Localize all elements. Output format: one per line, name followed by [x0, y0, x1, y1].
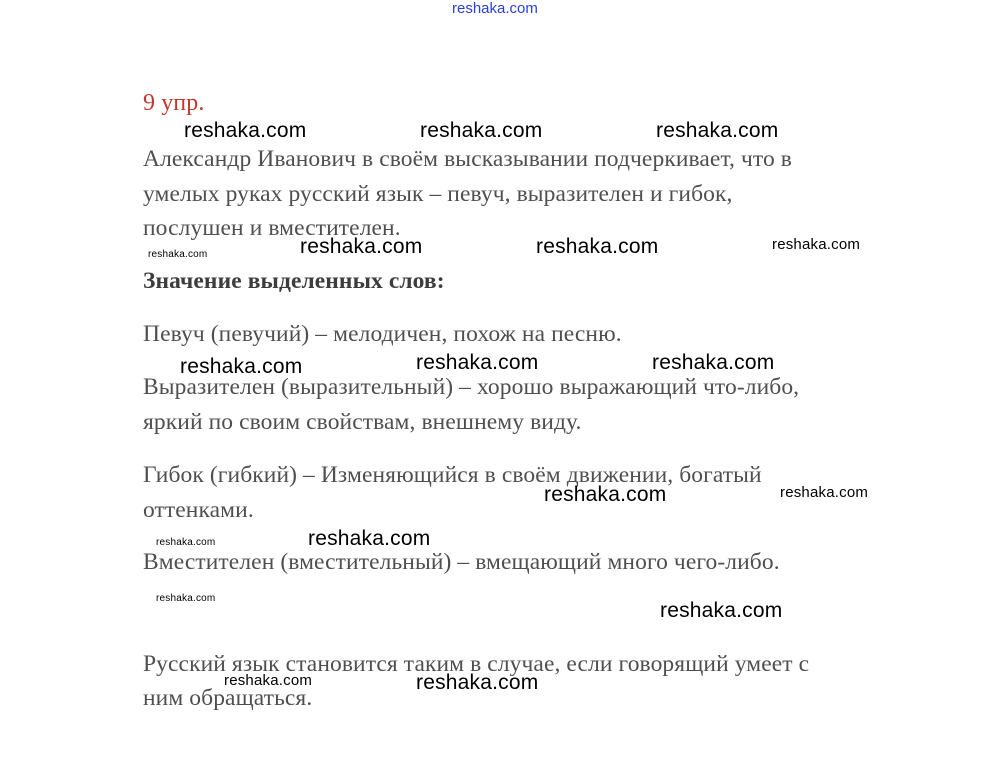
- watermark: reshaka.com: [780, 484, 869, 501]
- watermark: reshaka.com: [148, 249, 208, 260]
- conclusion-line: ним обращаться.: [143, 685, 313, 711]
- definition-line: Выразителен (выразительный) – хорошо выражающий что-либо,: [143, 374, 800, 400]
- text-line: Александр Иванович в своём высказывании подчеркивает, что в: [143, 146, 793, 172]
- definition-line: Певуч (певучий) – мелодичен, похож на песню.: [143, 321, 622, 347]
- watermark: reshaka.com: [416, 351, 539, 374]
- watermark: reshaka.com: [308, 527, 431, 550]
- watermark: reshaka.com: [180, 355, 303, 378]
- watermark: reshaka.com: [656, 119, 779, 142]
- text-line: послушен и вместителен.: [143, 215, 401, 241]
- watermark: reshaka.com: [652, 351, 775, 374]
- conclusion-line: Русский язык становится таким в случае, если говорящий умеет с: [143, 651, 810, 677]
- definition-line: Вместителен (вместительный) – вмещающий много чего-либо.: [143, 549, 780, 575]
- watermark: reshaka.com: [300, 235, 423, 258]
- watermark: reshaka.com: [420, 119, 543, 142]
- watermark: reshaka.com: [544, 483, 667, 506]
- text-line: умелых руках русский язык – певуч, выразителен и гибок,: [143, 181, 733, 207]
- watermark: reshaka.com: [156, 593, 216, 604]
- section-heading: Значение выделенных слов:: [143, 268, 445, 294]
- watermark: reshaka.com: [224, 672, 313, 689]
- watermark: reshaka.com: [772, 236, 861, 253]
- definition-line: Гибок (гибкий) – Изменяющийся в своём движении, богатый: [143, 462, 762, 488]
- watermark: reshaka.com: [156, 537, 216, 548]
- definition-line: оттенками.: [143, 497, 254, 523]
- definition-line: яркий по своим свойствам, внешнему виду.: [143, 409, 582, 435]
- site-link[interactable]: reshaka.com: [452, 0, 538, 17]
- watermark: reshaka.com: [184, 119, 307, 142]
- watermark: reshaka.com: [416, 671, 539, 694]
- exercise-title: 9 упр.: [143, 90, 205, 116]
- watermark: reshaka.com: [536, 235, 659, 258]
- watermark: reshaka.com: [660, 599, 783, 622]
